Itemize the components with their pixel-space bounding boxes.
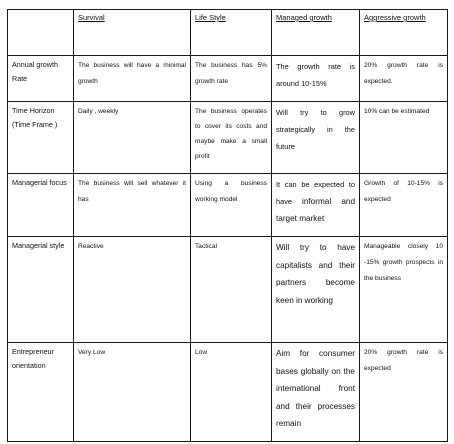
growth-strategy-table: [7, 9, 448, 442]
table-cell: 10% can be estimated: [360, 102, 448, 174]
table-cell: Growth of 10-15% is expected: [360, 174, 448, 237]
table-cell: The business will sell whatever it has: [74, 174, 191, 237]
row-header-entrepreneur-orientation: Entrepreneur orientation: [8, 343, 74, 442]
table-cell: Very Low: [74, 343, 191, 442]
table-cell: [272, 174, 360, 237]
table-cell: 20% growth rate is expected.: [360, 56, 448, 102]
column-header-managed-growth: Managed growth: [272, 10, 360, 56]
table-cell: The business has 5% growth rate: [191, 56, 272, 102]
column-header-aggressive-growth: Aggressive growth: [360, 10, 448, 56]
corner-cell: [8, 10, 74, 56]
table-cell: Reactive: [74, 237, 191, 343]
table-cell: Will try to have capitalists and their partners become keen in working: [272, 237, 360, 343]
row-header-time-horizon: Time Horizon (Time Frame ): [8, 102, 74, 174]
table-cell: Low: [191, 343, 272, 442]
table-row: [8, 102, 448, 174]
row-header-managerial-focus: Managerial focus: [8, 174, 74, 237]
cell-text-part: It can be expected to have: [276, 180, 355, 206]
column-header-life-style: Life Style: [191, 10, 272, 56]
table-cell: The growth rate is around 10-15%: [272, 56, 360, 102]
row-header-annual-growth-rate: Annual growth Rate: [8, 56, 74, 102]
cell-text-part: informal and target market: [276, 197, 355, 223]
table-cell: The business will have a minimal growth: [74, 56, 191, 102]
table-cell: Will try to grow strategically in the future: [272, 102, 360, 174]
table-row: [8, 237, 448, 343]
column-header-survival: Survival: [74, 10, 191, 56]
table-row: [8, 343, 448, 442]
table-cell: The business operates to cover its costs and maybe make a small profit: [191, 102, 272, 174]
table-cell: Using a business working model: [191, 174, 272, 237]
table-row: [8, 56, 448, 102]
table-cell: Tactical: [191, 237, 272, 343]
table-cell: 20% growth rate is expected: [360, 343, 448, 442]
table-cell: Aim for consumer bases globally on the international front and their processes remain: [272, 343, 360, 442]
table-cell: Manageable closely 10 -15% growth prospects in the business: [360, 237, 448, 343]
row-header-managerial-style: Managerial style: [8, 237, 74, 343]
table-header-row: [8, 10, 448, 56]
table-cell: Daily , weekly: [74, 102, 191, 174]
table-row: [8, 174, 448, 237]
